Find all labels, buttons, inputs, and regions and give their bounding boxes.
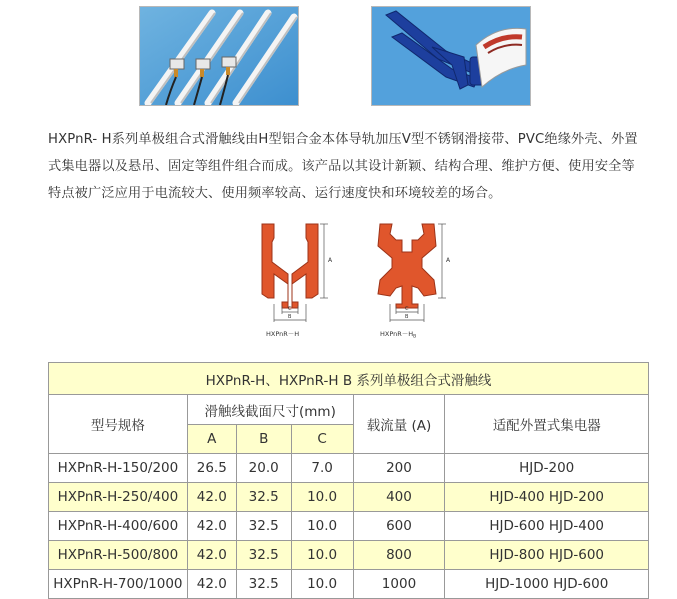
cell-collector: HJD-1000 HJD-600 [445, 570, 649, 599]
cell-model: HXPnR-H-250/400 [49, 483, 188, 512]
cell-current: 1000 [353, 570, 445, 599]
cell-current: 400 [353, 483, 445, 512]
header-collector: 适配外置式集电器 [445, 395, 649, 454]
dim-c-label: C [288, 306, 292, 312]
cell-a: 42.0 [187, 570, 236, 599]
product-description: HXPnR- H系列单极组合式滑触线由H型铝合金本体导轨加压V型不锈钢滑接带、PVC绝缘外壳、外置式集电器以及悬吊、固定等组件组合而成。该产品以其设计新颖、结构合理、维护方便、使用安全等特点被广泛应用于电流较大、使用频率较高、运行速度快和环境较差的场合。 [48, 132, 638, 201]
cell-model: HXPnR-H-700/1000 [49, 570, 188, 599]
cell-model: HXPnR-H-500/800 [49, 541, 188, 570]
cell-collector: HJD-200 [445, 454, 649, 483]
cell-c: 7.0 [291, 454, 353, 483]
dim-a-label: A [328, 257, 333, 264]
cell-a: 42.0 [187, 541, 236, 570]
cell-model: HXPnR-H-400/600 [49, 512, 188, 541]
cell-current: 800 [353, 541, 445, 570]
cell-collector: HJD-400 HJD-200 [445, 483, 649, 512]
dim-b-label-b: B [405, 314, 409, 320]
cross-section-diagram-hb [366, 218, 458, 340]
cell-b: 32.5 [236, 570, 291, 599]
cell-a: 42.0 [187, 483, 236, 512]
cell-current: 600 [353, 512, 445, 541]
table-header-row [49, 395, 649, 425]
diagram-caption-hb-sub: B [413, 334, 417, 340]
cell-c: 10.0 [291, 483, 353, 512]
header-b: B [236, 425, 291, 454]
dim-c-label-b: C [405, 306, 409, 312]
cell-collector: HJD-800 HJD-600 [445, 541, 649, 570]
header-c: C [291, 425, 353, 454]
cell-a: 26.5 [187, 454, 236, 483]
cell-current: 200 [353, 454, 445, 483]
table-title-row [49, 363, 649, 395]
table-row [49, 570, 649, 599]
product-photo-rails [139, 6, 299, 106]
table-row [49, 483, 649, 512]
dim-b-label: B [288, 314, 292, 320]
diagram-caption-h: HXPnR－H [266, 330, 300, 338]
header-current: 载流量 (A) [353, 395, 445, 454]
table-row [49, 541, 649, 570]
cell-model: HXPnR-H-150/200 [49, 454, 188, 483]
table-row [49, 454, 649, 483]
cell-b: 20.0 [236, 454, 291, 483]
dim-a-label-b: A [446, 257, 451, 264]
cell-b: 32.5 [236, 483, 291, 512]
diagram-caption-hb [380, 330, 416, 340]
product-photo-collector [371, 6, 531, 106]
spec-table [48, 362, 649, 599]
cell-c: 10.0 [291, 570, 353, 599]
cell-c: 10.0 [291, 512, 353, 541]
cell-b: 32.5 [236, 512, 291, 541]
cross-section-diagram-h [252, 218, 344, 340]
diagram-caption-hb-main: HXPnR－H [380, 330, 414, 338]
table-row [49, 512, 649, 541]
header-model: 型号规格 [49, 395, 188, 454]
header-section-size: 滑触线截面尺寸(mm) [187, 395, 353, 425]
header-a: A [187, 425, 236, 454]
cell-c: 10.0 [291, 541, 353, 570]
cell-a: 42.0 [187, 512, 236, 541]
table-title: HXPnR-H、HXPnR-H B 系列单极组合式滑触线 [49, 363, 649, 395]
cell-b: 32.5 [236, 541, 291, 570]
cell-collector: HJD-600 HJD-400 [445, 512, 649, 541]
